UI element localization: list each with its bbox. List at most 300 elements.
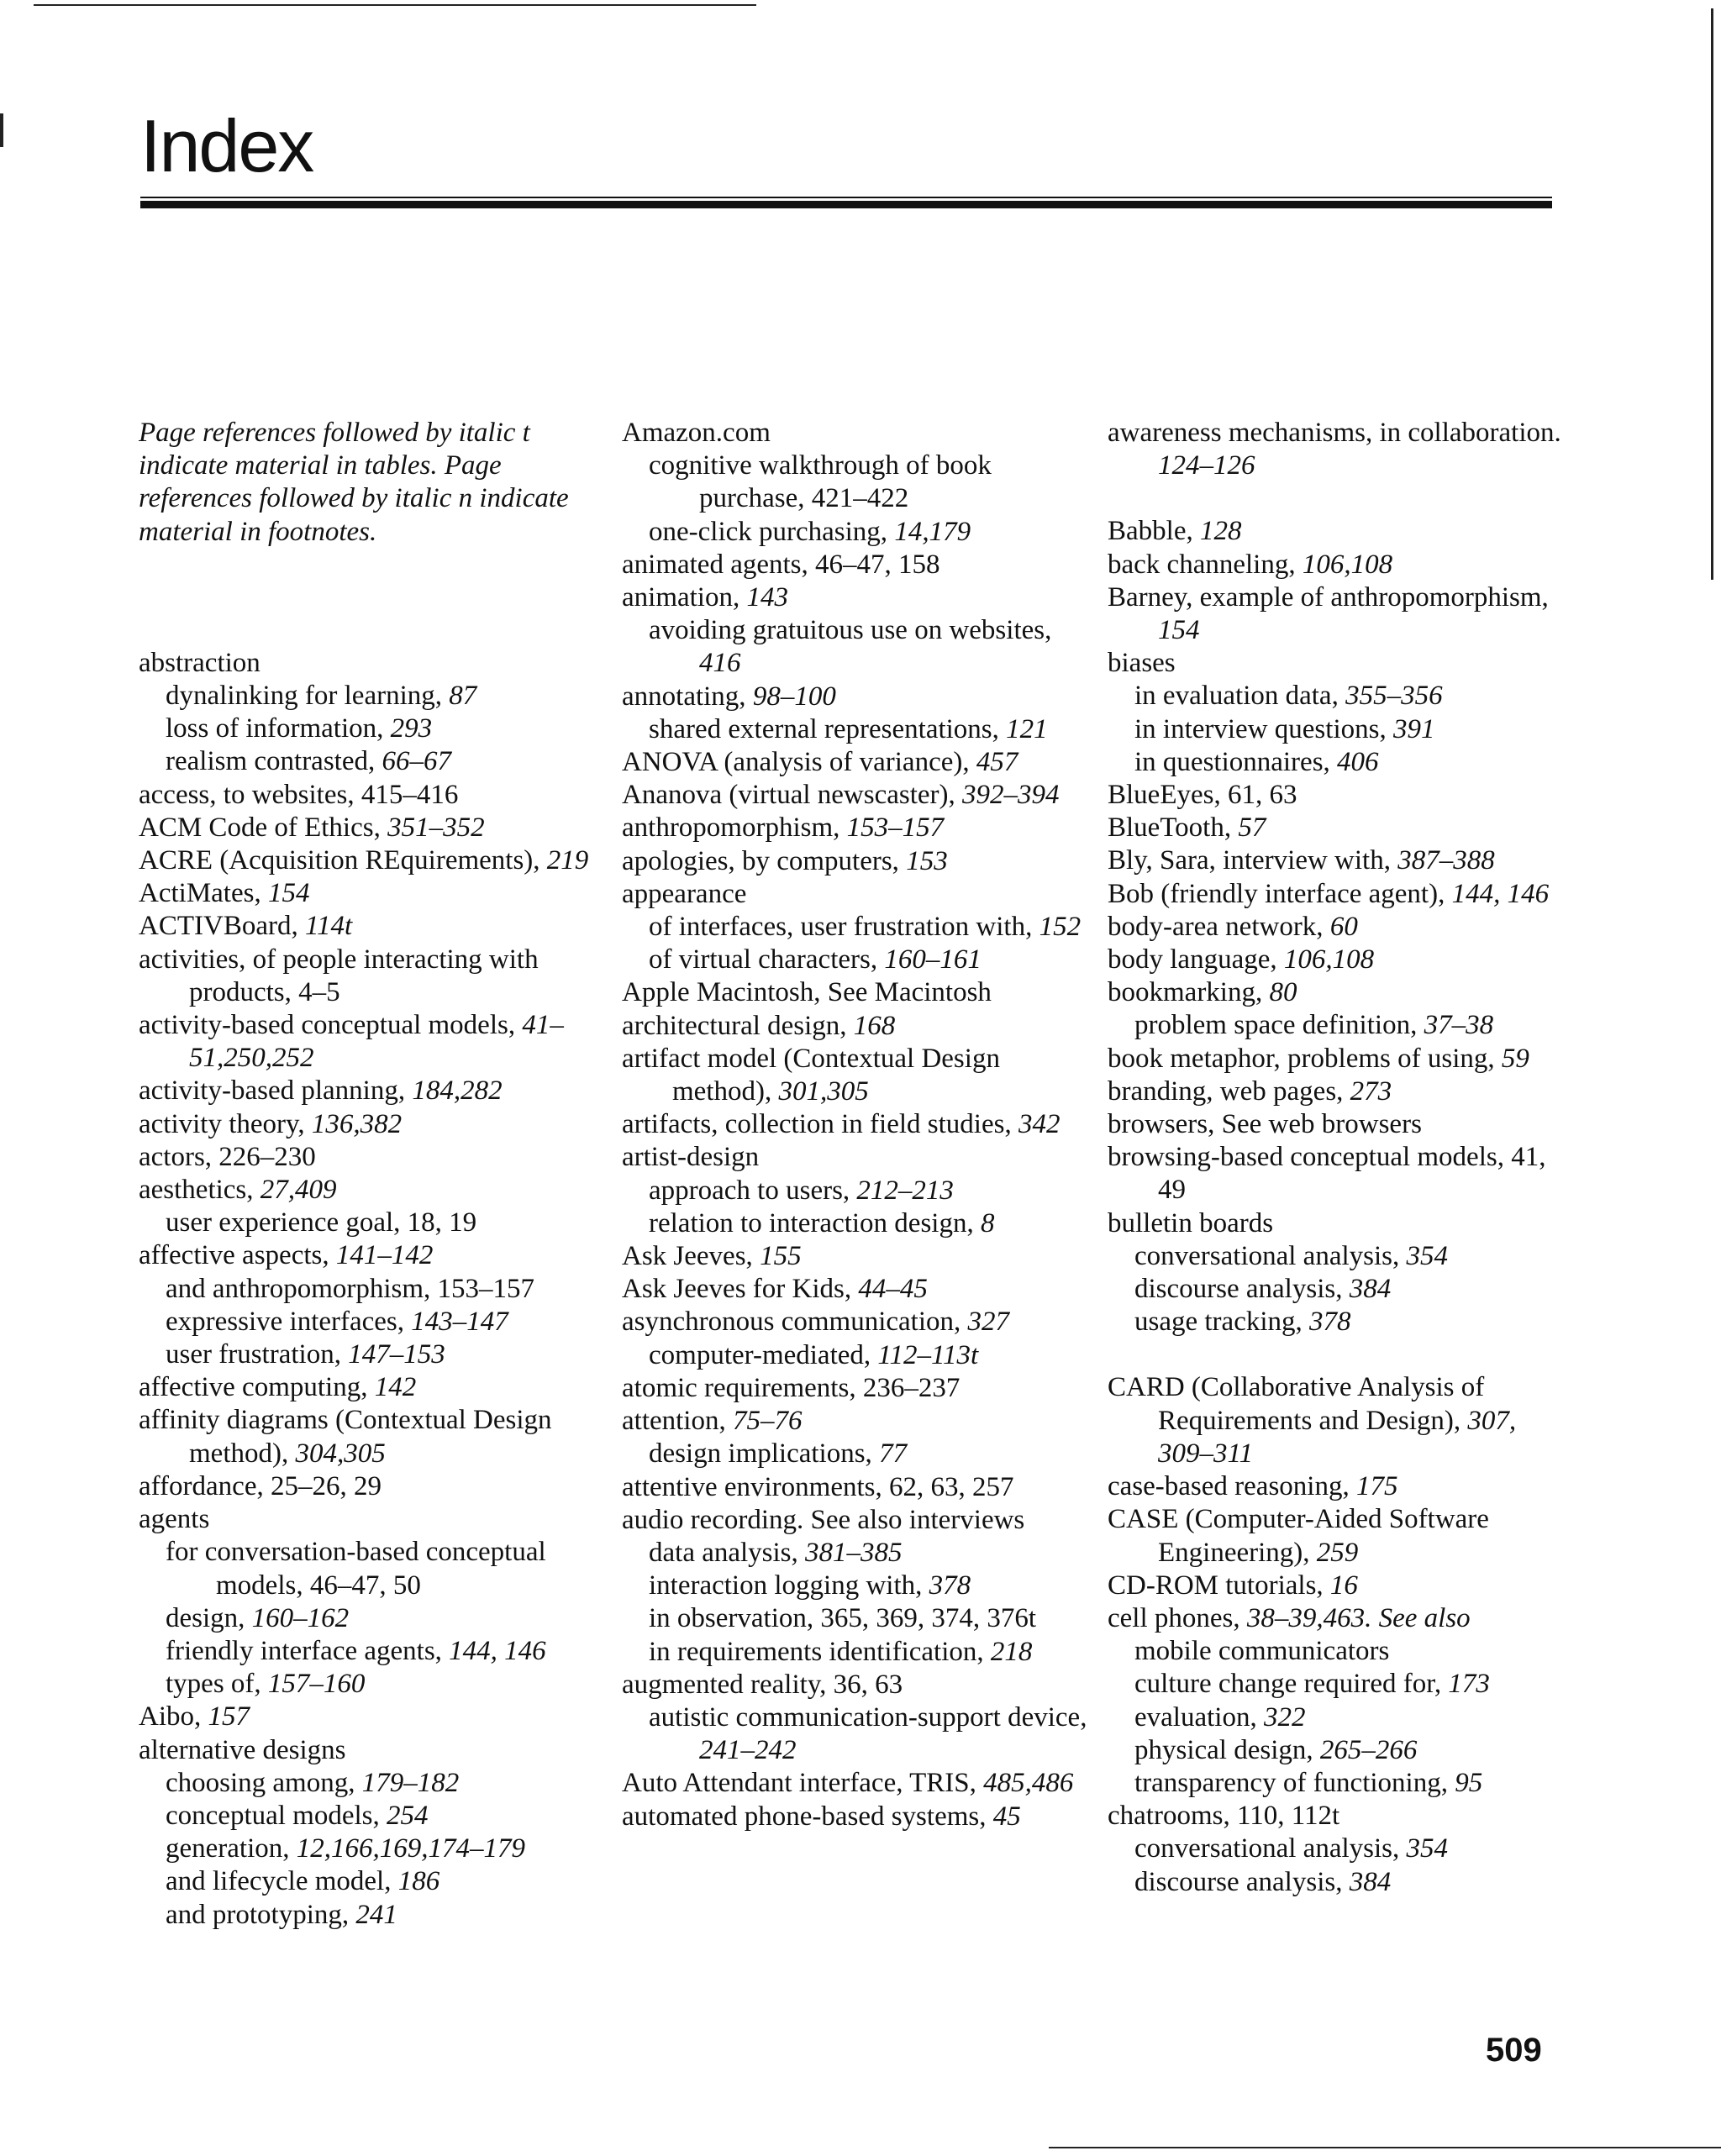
index-entry — [622, 1141, 1092, 1174]
entry-text: case-based reasoning, — [1108, 1471, 1356, 1502]
entry-text: design, — [166, 1602, 252, 1633]
entries — [622, 417, 1092, 1833]
index-subentry — [139, 1273, 609, 1306]
entry-pages: 45 — [992, 1801, 1021, 1832]
entry-text: Bob (friendly interface agent), — [1108, 878, 1452, 909]
index-subentry — [622, 516, 1092, 549]
index-entry — [622, 746, 1092, 779]
entry-text: Barney, example of anthropomorphism, — [1108, 581, 1549, 613]
entry-text: interaction logging with, — [649, 1570, 929, 1601]
entry-text: discourse analysis, — [1134, 1274, 1350, 1305]
index-entry — [622, 549, 1092, 581]
entry-text: approach to users, — [649, 1175, 857, 1206]
entries — [139, 647, 609, 1932]
entry-pages: 153 — [906, 845, 948, 876]
entry-text: back channeling, — [1108, 549, 1303, 580]
index-entry — [1108, 1800, 1578, 1833]
entry-text: CD-ROM tutorials, — [1108, 1570, 1330, 1601]
entry-pages: 14,179 — [894, 516, 971, 547]
entry-text: cognitive walkthrough of book purchase, 421–422 — [649, 450, 992, 514]
entry-text: cell phones, — [1108, 1602, 1247, 1633]
entry-pages: 391 — [1392, 713, 1435, 744]
entry-text: types of, — [166, 1669, 268, 1700]
entry-text: awareness mechanisms, in collaboration. — [1108, 418, 1561, 448]
entry-text: Ask Jeeves, — [622, 1241, 761, 1272]
entry-pages: 112–113t — [877, 1339, 979, 1370]
entry-pages: 38–39,463. See also — [1246, 1602, 1471, 1633]
entry-text: aesthetics, — [139, 1175, 261, 1206]
entry-text: and lifecycle model, — [166, 1866, 398, 1897]
index-subentry — [1108, 680, 1578, 713]
entry-text: generation, — [166, 1833, 297, 1864]
entry-text: transparency of functioning, — [1134, 1767, 1455, 1798]
entry-text: realism contrasted, — [166, 746, 382, 777]
entry-text: in observation, 365, 369, 374, 376t — [649, 1603, 1037, 1634]
entry-text: actors, 226–230 — [139, 1141, 316, 1172]
index-subentry — [139, 1767, 609, 1800]
entry-text: shared external representations, — [649, 713, 1007, 744]
title-rule-thin — [140, 197, 1552, 198]
entry-pages: 179–182 — [361, 1767, 460, 1798]
index-subentry — [139, 680, 609, 713]
entry-pages: 59 — [1501, 1043, 1529, 1074]
entry-pages: 378 — [929, 1570, 971, 1601]
entry-text: browsers, See web browsers — [1108, 1109, 1422, 1140]
entry-pages: 342 — [1018, 1109, 1060, 1140]
entry-text: atomic requirements, 236–237 — [622, 1372, 960, 1403]
index-entry — [1108, 844, 1578, 877]
index-entry — [139, 877, 609, 910]
entry-pages: 293 — [390, 713, 433, 744]
entry-pages: 144, 146 — [1451, 878, 1550, 909]
entry-pages: 44–45 — [858, 1274, 928, 1305]
entry-text: CASE (Computer-Aided Software Engineering), — [1108, 1504, 1489, 1568]
entry-pages: 98–100 — [752, 681, 836, 712]
entry-text: of interfaces, user frustration with, — [649, 912, 1039, 943]
index-entry — [622, 1240, 1092, 1273]
index-subentry — [1108, 1240, 1578, 1273]
entry-pages: 143 — [746, 582, 788, 613]
entry-text: artifact model (Contextual Design method), — [622, 1043, 1000, 1107]
entry-pages: 392–394 — [962, 780, 1060, 811]
entry-text: user frustration, — [166, 1339, 349, 1370]
index-subentry — [1108, 1866, 1578, 1899]
entry-text: evaluation, — [1134, 1701, 1264, 1733]
index-entry — [622, 1306, 1092, 1338]
entry-text: user experience goal, 18, 19 — [166, 1207, 477, 1238]
entry-text: friendly interface agents, — [166, 1635, 450, 1666]
entry-text: attentive environments, 62, 63, 257 — [622, 1471, 1014, 1502]
entry-pages: 381–385 — [805, 1537, 903, 1568]
entry-pages: 259 — [1316, 1537, 1359, 1568]
index-entry — [139, 1470, 609, 1503]
entry-text: anthropomorphism, — [622, 812, 847, 844]
entry-pages: 41–51,250,252 — [189, 1010, 564, 1074]
entry-text: ACRE (Acquisition REquirements), — [139, 845, 547, 876]
entry-text: Auto Attendant interface, TRIS, — [622, 1768, 984, 1799]
index-subentry — [139, 1668, 609, 1701]
entry-pages: 241 — [355, 1899, 397, 1930]
entry-text: Ananova (virtual newscaster), — [622, 780, 963, 811]
entry-text: audio recording. See also interviews — [622, 1504, 1025, 1535]
index-subentry — [622, 911, 1092, 944]
entry-pages: 301,305 — [778, 1076, 869, 1107]
index-entry — [1108, 1602, 1578, 1635]
index-subentry — [139, 1536, 609, 1601]
index-column-3 — [1108, 417, 1578, 1899]
index-entry — [139, 812, 609, 844]
index-entry — [1108, 976, 1578, 1009]
entry-text: activity-based planning, — [139, 1075, 413, 1107]
entry-text: ACTIVBoard, — [139, 911, 305, 942]
entry-pages: 219 — [546, 845, 589, 876]
entry-text: activities, of people interacting with products, 4–5 — [139, 944, 539, 1007]
entry-pages: 307, 309–311 — [1158, 1405, 1517, 1469]
index-subentry — [139, 1899, 609, 1932]
entry-pages: 485,486 — [983, 1768, 1074, 1799]
entry-pages: 254 — [387, 1800, 429, 1831]
entry-text: BlueTooth, — [1108, 812, 1239, 844]
entry-text: agents — [139, 1504, 210, 1535]
entry-pages: 160–162 — [251, 1602, 350, 1633]
index-subentry — [1108, 1734, 1578, 1767]
entry-text: chatrooms, 110, 112t — [1108, 1801, 1340, 1832]
index-entry — [139, 944, 609, 1009]
index-entry — [139, 1503, 609, 1536]
entry-pages: 322 — [1263, 1701, 1306, 1733]
entry-pages: 152 — [1039, 912, 1082, 943]
index-subentry — [622, 1207, 1092, 1240]
index-subentry — [622, 450, 1092, 515]
entry-text: body-area network, — [1108, 911, 1330, 942]
entry-text: abstraction — [139, 647, 261, 678]
index-entry — [1108, 944, 1578, 976]
index-entry — [1108, 515, 1578, 548]
index-entry — [1108, 1207, 1578, 1240]
index-entry — [622, 1669, 1092, 1701]
index-subentry — [139, 1306, 609, 1338]
index-subentry — [1108, 1273, 1578, 1306]
entry-text: affordance, 25–26, 29 — [139, 1470, 382, 1501]
index-entry — [622, 878, 1092, 911]
entry-text: ActiMates, — [139, 878, 268, 909]
entry-pages: 60 — [1329, 911, 1358, 942]
index-column-1 — [139, 417, 609, 1932]
entry-text: book metaphor, problems of using, — [1108, 1043, 1502, 1074]
index-entry — [622, 1405, 1092, 1438]
entry-text: of virtual characters, — [649, 944, 885, 975]
entry-pages: 66–67 — [382, 746, 451, 777]
index-entry — [1108, 647, 1578, 680]
entry-pages: 354 — [1406, 1240, 1448, 1271]
entry-text: activity theory, — [139, 1108, 312, 1139]
index-entry — [1108, 1075, 1578, 1108]
entry-text: culture change required for, — [1134, 1669, 1449, 1700]
entry-pages: 106,108 — [1283, 944, 1375, 975]
entry-pages: 416 — [699, 648, 741, 679]
entry-pages: 351–352 — [387, 812, 485, 843]
entry-pages: 57 — [1238, 812, 1266, 844]
entry-pages: 384 — [1349, 1866, 1392, 1897]
entry-pages: 265–266 — [1319, 1734, 1418, 1765]
entry-pages: 106,108 — [1302, 549, 1393, 580]
index-subentry — [1108, 713, 1578, 746]
entry-text: ANOVA (analysis of variance), — [622, 747, 976, 778]
index-entry — [139, 1239, 609, 1272]
index-entry — [622, 681, 1092, 713]
entry-pages: 141–142 — [335, 1240, 434, 1271]
entry-text: dynalinking for learning, — [166, 681, 450, 712]
index-entry — [1108, 1503, 1578, 1569]
index-subentry — [139, 1635, 609, 1668]
entry-text: conceptual models, — [166, 1800, 387, 1831]
entry-pages: 121 — [1006, 713, 1048, 744]
index-entry — [139, 1404, 609, 1470]
index-entry — [622, 1504, 1092, 1537]
entry-text: architectural design, — [622, 1010, 854, 1041]
entry-text: activity-based conceptual models, — [139, 1010, 523, 1041]
entry-pages: 457 — [976, 747, 1018, 778]
entry-text: computer-mediated, — [649, 1339, 878, 1370]
entry-pages: 142 — [374, 1372, 417, 1403]
entry-text: problem space definition, — [1134, 1010, 1424, 1041]
entry-pages: 136,382 — [311, 1108, 403, 1139]
index-subentry — [622, 614, 1092, 680]
index-entry — [139, 1009, 609, 1075]
index-subentry — [622, 944, 1092, 976]
index-note: Page references followed by italic t indicate material in tables. Page references followed by italic n indicate material in footnotes. — [139, 418, 569, 547]
index-entry — [622, 1043, 1092, 1108]
page-title: Index — [140, 104, 313, 187]
index-subentry — [622, 713, 1092, 746]
entry-pages: 175 — [1355, 1471, 1398, 1502]
index-entry — [139, 1075, 609, 1107]
index-subentry — [1108, 1635, 1578, 1668]
index-entry — [139, 910, 609, 943]
entry-pages: 114t — [304, 911, 353, 942]
entry-spacer — [1108, 482, 1578, 515]
entry-text: for conversation-based conceptual models, 46–47, 50 — [166, 1537, 546, 1601]
index-entry — [139, 844, 609, 877]
entry-pages: 218 — [990, 1636, 1033, 1667]
index-entry — [1108, 1570, 1578, 1602]
entry-text: choosing among, — [166, 1767, 362, 1798]
entry-text: bookmarking, — [1108, 977, 1270, 1008]
index-entry — [1108, 1470, 1578, 1503]
index-entry — [1108, 549, 1578, 581]
entry-pages: 384 — [1349, 1274, 1392, 1305]
entry-pages: 304,305 — [295, 1438, 386, 1469]
entry-pages: 157 — [208, 1701, 250, 1733]
entry-text: loss of information, — [166, 713, 391, 744]
entry-pages: 186 — [397, 1866, 440, 1897]
index-entry — [1108, 1108, 1578, 1141]
index-subentry — [139, 713, 609, 745]
index-subentry — [139, 1865, 609, 1898]
entry-text: animation, — [622, 582, 747, 613]
index-entry — [622, 1767, 1092, 1800]
entry-pages: 378 — [1309, 1307, 1351, 1338]
entry-text: mobile communicators — [1134, 1636, 1390, 1667]
index-entry — [139, 1108, 609, 1141]
entry-pages: 77 — [879, 1438, 908, 1470]
entry-pages: 16 — [1329, 1570, 1358, 1601]
index-entry — [139, 1174, 609, 1207]
index-entry — [1108, 878, 1578, 911]
entry-pages: 160–161 — [884, 944, 982, 975]
index-subentry — [139, 745, 609, 778]
entry-text: CARD (Collaborative Analysis of Requirements and Design), — [1108, 1372, 1485, 1436]
entry-text: in evaluation data, — [1134, 681, 1346, 712]
index-subentry — [139, 1207, 609, 1239]
index-entry — [622, 1010, 1092, 1043]
index-entry — [139, 1141, 609, 1174]
entry-pages: 124–126 — [1158, 450, 1255, 481]
entry-text: access, to websites, 415–416 — [139, 779, 459, 810]
index-entry — [622, 976, 1092, 1009]
entry-pages: 143–147 — [411, 1306, 508, 1337]
entry-pages: 155 — [760, 1241, 802, 1272]
entry-pages: 327 — [967, 1307, 1010, 1338]
entry-text: affinity diagrams (Contextual Design method), — [139, 1405, 552, 1469]
entry-text: Amazon.com — [622, 418, 771, 448]
entry-pages: 8 — [980, 1207, 995, 1238]
index-subentry — [1108, 1009, 1578, 1042]
entry-text: and prototyping, — [166, 1899, 356, 1930]
index-subentry — [622, 1602, 1092, 1635]
entry-text: Babble, — [1108, 516, 1200, 547]
entry-pages: 273 — [1350, 1075, 1392, 1107]
entry-text: branding, web pages, — [1108, 1075, 1350, 1107]
index-subentry — [1108, 1833, 1578, 1865]
entry-pages: 154 — [1158, 615, 1200, 646]
index-entry — [622, 581, 1092, 614]
entry-pages: 184,282 — [412, 1075, 503, 1107]
index-entry — [1108, 779, 1578, 812]
entry-pages: 144, 146 — [449, 1635, 546, 1666]
entry-pages: 173 — [1448, 1669, 1490, 1700]
entry-spacer — [1108, 1338, 1578, 1371]
entry-text: ACM Code of Ethics, — [139, 812, 388, 843]
entry-text: in interview questions, — [1134, 713, 1393, 744]
entry-pages: 147–153 — [348, 1339, 445, 1370]
index-subentry — [622, 1438, 1092, 1470]
index-subentry — [1108, 1668, 1578, 1701]
entry-text: bulletin boards — [1108, 1207, 1274, 1238]
entry-pages: 75–76 — [732, 1406, 803, 1437]
entry-pages: 157–160 — [267, 1669, 366, 1700]
title-rule — [140, 201, 1552, 208]
index-entry — [1108, 812, 1578, 844]
entry-text: attention, — [622, 1406, 733, 1437]
index-entry — [139, 1701, 609, 1733]
entry-text: apologies, by computers, — [622, 845, 907, 876]
index-entry — [622, 1108, 1092, 1141]
entry-pages: 80 — [1269, 977, 1297, 1008]
left-margin-mark — [0, 113, 3, 147]
entry-text: appearance — [622, 878, 747, 909]
index-entry — [622, 779, 1092, 812]
entry-pages: 154 — [267, 878, 310, 909]
entry-text: data analysis, — [649, 1537, 806, 1568]
index-subentry — [139, 1338, 609, 1371]
index-subentry — [622, 1175, 1092, 1207]
index-subentry — [622, 1701, 1092, 1767]
right-margin-mark — [1711, 8, 1713, 580]
entry-text: usage tracking, — [1134, 1307, 1310, 1338]
entry-text: artist-design — [622, 1142, 760, 1173]
index-entry — [1108, 911, 1578, 944]
entry-text: affective computing, — [139, 1372, 375, 1403]
entry-pages: 128 — [1199, 516, 1242, 547]
entry-text: animated agents, 46–47, 158 — [622, 549, 940, 580]
index-subentry — [1108, 1767, 1578, 1800]
top-rule — [34, 4, 756, 6]
entry-text: automated phone-based systems, — [622, 1801, 993, 1832]
entry-text: annotating, — [622, 681, 753, 712]
index-entry — [622, 1372, 1092, 1405]
entry-pages: 241–242 — [699, 1735, 797, 1766]
index-subentry — [139, 1800, 609, 1833]
entry-text: BlueEyes, 61, 63 — [1108, 780, 1297, 811]
index-entry — [1108, 1141, 1578, 1207]
entry-pages: 354 — [1406, 1833, 1448, 1864]
entries — [1108, 417, 1578, 1899]
index-entry — [1108, 417, 1578, 482]
entry-pages: 95 — [1455, 1767, 1483, 1798]
entry-pages: 12,166,169,174–179 — [296, 1833, 526, 1864]
index-subentry — [622, 1537, 1092, 1570]
entry-text: physical design, — [1134, 1734, 1320, 1765]
index-subentry — [622, 1339, 1092, 1372]
index-entry — [622, 1471, 1092, 1504]
index-subentry — [139, 1602, 609, 1635]
entry-pages: 168 — [853, 1010, 896, 1041]
index-subentry — [1108, 1701, 1578, 1734]
entry-text: body language, — [1108, 944, 1284, 975]
entry-pages: 406 — [1337, 746, 1379, 777]
entry-text: one-click purchasing, — [649, 516, 895, 547]
entry-text: browsing-based conceptual models, 41, 49 — [1108, 1142, 1546, 1206]
entry-text: discourse analysis, — [1134, 1866, 1350, 1897]
entry-text: affective aspects, — [139, 1240, 336, 1271]
index-subentry — [622, 1570, 1092, 1602]
index-entry — [622, 417, 1092, 450]
index-subentry — [1108, 746, 1578, 779]
entry-pages: 212–213 — [856, 1175, 954, 1206]
entry-pages: 37–38 — [1424, 1010, 1494, 1041]
index-entry — [139, 1371, 609, 1404]
entry-text: in requirements identification, — [649, 1636, 991, 1667]
index-entry — [622, 1273, 1092, 1306]
entry-text: expressive interfaces, — [166, 1306, 412, 1337]
entry-text: augmented reality, 36, 63 — [622, 1669, 903, 1700]
index-entry — [622, 845, 1092, 878]
index-entry — [622, 1801, 1092, 1833]
index-entry — [1108, 1371, 1578, 1470]
page-number: 509 — [1486, 2032, 1542, 2069]
entry-text: Apple Macintosh, See Macintosh — [622, 977, 992, 1008]
entry-text: conversational analysis, — [1134, 1240, 1407, 1271]
index-subentry — [1108, 1306, 1578, 1338]
entry-text: biases — [1108, 648, 1176, 679]
entry-text: and anthropomorphism, 153–157 — [166, 1273, 535, 1304]
entry-pages: 355–356 — [1345, 681, 1443, 712]
index-subentry — [622, 1636, 1092, 1669]
bottom-rule — [1049, 2147, 1721, 2148]
entry-text: design implications, — [649, 1438, 880, 1470]
entry-text: autistic communication-support device, — [649, 1701, 1087, 1733]
